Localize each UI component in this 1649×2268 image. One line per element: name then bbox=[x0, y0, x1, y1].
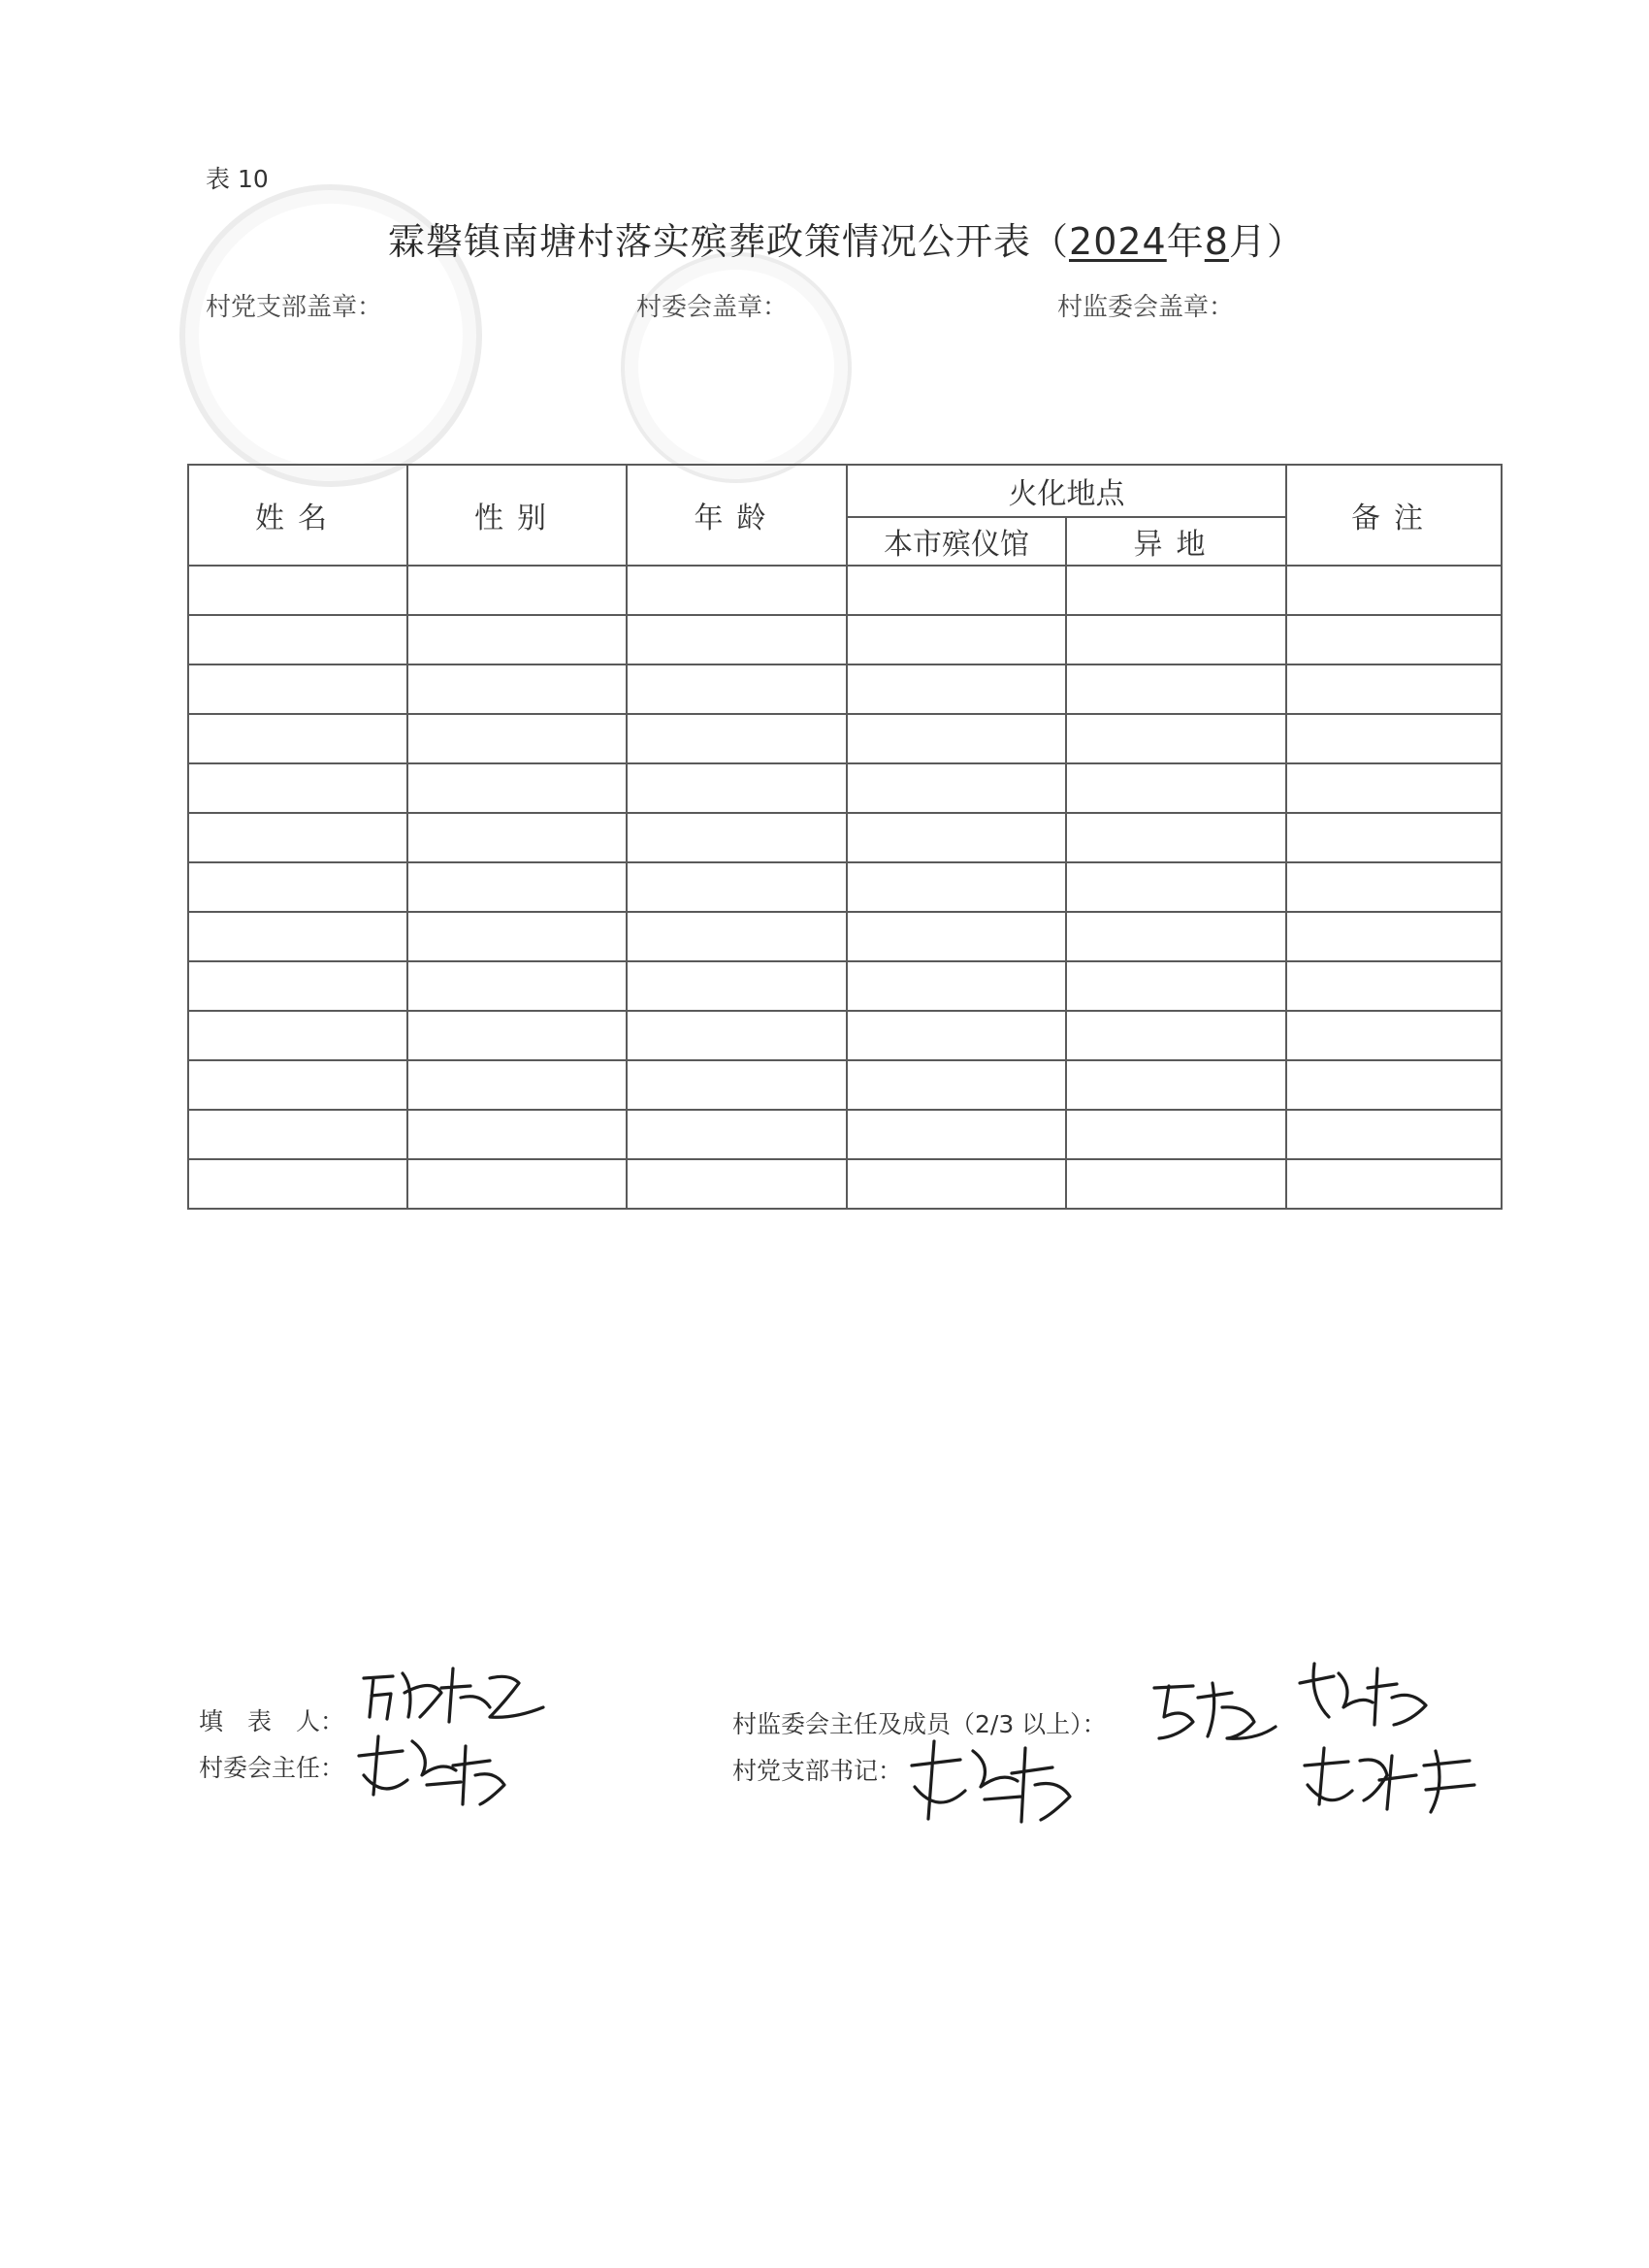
table-cell bbox=[1066, 1060, 1286, 1110]
table-cell bbox=[188, 1060, 407, 1110]
table-cell bbox=[188, 813, 407, 862]
table-cell bbox=[627, 566, 847, 615]
table-cell bbox=[188, 862, 407, 912]
table-cell bbox=[1066, 862, 1286, 912]
table-cell bbox=[1286, 763, 1502, 813]
header-name: 姓名 bbox=[188, 465, 407, 566]
table-row bbox=[188, 1110, 1502, 1159]
table-row bbox=[188, 1159, 1502, 1209]
party-branch-seal-label: 村党支部盖章： bbox=[206, 293, 383, 322]
table-number: 表 10 bbox=[206, 165, 269, 193]
table-cell bbox=[627, 961, 847, 1011]
table-row bbox=[188, 862, 1502, 912]
header-cremation-place: 火化地点 bbox=[847, 465, 1286, 517]
table-cell bbox=[407, 1159, 627, 1209]
table-cell bbox=[407, 566, 627, 615]
table-cell bbox=[1286, 714, 1502, 763]
table-cell bbox=[847, 862, 1066, 912]
table-cell bbox=[847, 1159, 1066, 1209]
table-cell bbox=[1066, 1110, 1286, 1159]
table-cell bbox=[188, 615, 407, 664]
table-cell bbox=[1066, 615, 1286, 664]
supervision-signature-3 bbox=[1290, 1736, 1484, 1824]
table-cell bbox=[627, 912, 847, 961]
table-cell bbox=[1066, 566, 1286, 615]
table-cell bbox=[407, 813, 627, 862]
table-cell bbox=[188, 763, 407, 813]
table-cell bbox=[847, 1011, 1066, 1060]
table-cell bbox=[847, 813, 1066, 862]
table-cell bbox=[1066, 714, 1286, 763]
table-cell bbox=[188, 1110, 407, 1159]
table-cell bbox=[1066, 763, 1286, 813]
table-cell bbox=[407, 664, 627, 714]
table-row bbox=[188, 714, 1502, 763]
header-age: 年龄 bbox=[627, 465, 847, 566]
table-cell bbox=[188, 961, 407, 1011]
table-row bbox=[188, 961, 1502, 1011]
table-cell bbox=[407, 714, 627, 763]
table-cell bbox=[847, 1060, 1066, 1110]
table-cell bbox=[188, 566, 407, 615]
supervision-members-label: 村监委会主任及成员（2/3 以上）： bbox=[732, 1710, 1107, 1738]
village-committee-seal-label: 村委会盖章： bbox=[636, 293, 789, 322]
table-cell bbox=[1286, 813, 1502, 862]
table-cell bbox=[188, 912, 407, 961]
party-secretary-signature bbox=[897, 1727, 1101, 1833]
table-cell bbox=[847, 664, 1066, 714]
table-cell bbox=[627, 862, 847, 912]
supervision-signature-2 bbox=[1285, 1649, 1440, 1736]
table-row bbox=[188, 813, 1502, 862]
title-month: 8 bbox=[1204, 220, 1229, 263]
table-cell bbox=[407, 1060, 627, 1110]
table-cell bbox=[1066, 912, 1286, 961]
table-row bbox=[188, 1011, 1502, 1060]
table-cell bbox=[1286, 1060, 1502, 1110]
table-cell bbox=[627, 1060, 847, 1110]
table-cell bbox=[1286, 1110, 1502, 1159]
table-cell bbox=[627, 1159, 847, 1209]
header-gender: 性别 bbox=[407, 465, 627, 566]
page-title: 霖磐镇南塘村落实殡葬政策情况公开表（2024年8月） bbox=[388, 220, 1305, 263]
committee-director-signature bbox=[344, 1722, 538, 1814]
table-row bbox=[188, 615, 1502, 664]
table-cell bbox=[627, 1011, 847, 1060]
table-cell bbox=[407, 615, 627, 664]
table-row bbox=[188, 912, 1502, 961]
committee-director-label: 村委会主任： bbox=[199, 1754, 345, 1782]
table-cell bbox=[847, 763, 1066, 813]
table-cell bbox=[1286, 961, 1502, 1011]
table-cell bbox=[1066, 813, 1286, 862]
table-cell bbox=[188, 714, 407, 763]
party-secretary-label: 村党支部书记： bbox=[732, 1757, 903, 1785]
table-cell bbox=[847, 714, 1066, 763]
table-cell bbox=[627, 664, 847, 714]
table-cell bbox=[627, 763, 847, 813]
table-cell bbox=[1066, 961, 1286, 1011]
table-cell bbox=[627, 615, 847, 664]
header-remarks: 备注 bbox=[1286, 465, 1502, 566]
table-cell bbox=[1066, 664, 1286, 714]
table-row bbox=[188, 664, 1502, 714]
title-year: 2024 bbox=[1069, 220, 1167, 263]
table-cell bbox=[1066, 1159, 1286, 1209]
supervision-committee-seal-label: 村监委会盖章： bbox=[1057, 293, 1235, 322]
table-cell bbox=[1286, 1011, 1502, 1060]
table-cell bbox=[1286, 912, 1502, 961]
table-cell bbox=[847, 566, 1066, 615]
table-cell bbox=[1286, 566, 1502, 615]
table-cell bbox=[1286, 615, 1502, 664]
table-cell bbox=[188, 1159, 407, 1209]
table-row bbox=[188, 566, 1502, 615]
header-local-funeral-home: 本市殡仪馆 bbox=[847, 517, 1066, 566]
table-cell bbox=[407, 961, 627, 1011]
table-cell bbox=[407, 912, 627, 961]
table-cell bbox=[627, 813, 847, 862]
cremation-disclosure-table bbox=[187, 464, 1503, 1210]
table-cell bbox=[847, 1110, 1066, 1159]
table-cell bbox=[847, 912, 1066, 961]
table-row bbox=[188, 763, 1502, 813]
header-other-place: 异地 bbox=[1066, 517, 1286, 566]
table-cell bbox=[407, 862, 627, 912]
table-cell bbox=[407, 763, 627, 813]
table-cell bbox=[1066, 1011, 1286, 1060]
table-cell bbox=[188, 664, 407, 714]
table-row bbox=[188, 1060, 1502, 1110]
table-cell bbox=[407, 1011, 627, 1060]
filler-label: 填 表 人： bbox=[199, 1707, 345, 1735]
table-cell bbox=[188, 1011, 407, 1060]
table-cell bbox=[407, 1110, 627, 1159]
table-cell bbox=[627, 1110, 847, 1159]
table-cell bbox=[627, 714, 847, 763]
table-cell bbox=[847, 615, 1066, 664]
table-cell bbox=[1286, 664, 1502, 714]
supervision-signature-1 bbox=[1140, 1669, 1285, 1751]
table-cell bbox=[847, 961, 1066, 1011]
table-cell bbox=[1286, 862, 1502, 912]
table-cell bbox=[1286, 1159, 1502, 1209]
